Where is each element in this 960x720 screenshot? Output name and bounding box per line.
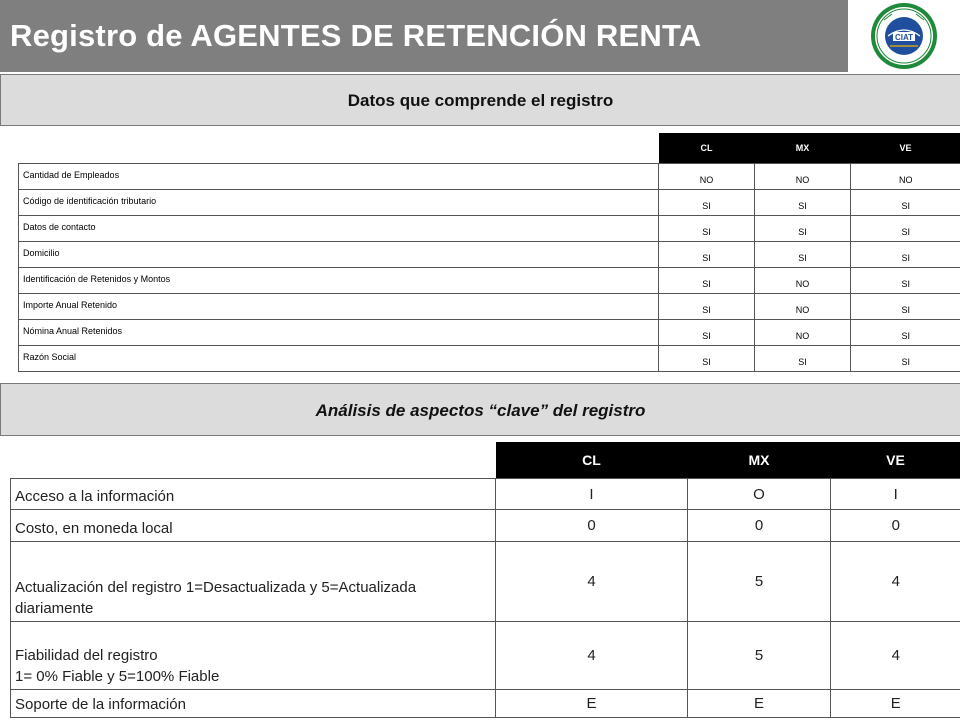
table-row <box>11 690 960 718</box>
cell-ve: I <box>831 479 960 510</box>
cell-cl: SI <box>659 216 755 242</box>
column-header-cl: CL <box>496 442 688 479</box>
datos-registro-table <box>18 133 960 372</box>
column-header-cl: CL <box>659 133 755 164</box>
title-bar <box>0 0 848 72</box>
table-row <box>19 268 960 294</box>
cell-cl: I <box>496 479 688 510</box>
column-header-mx: MX <box>755 133 851 164</box>
cell-mx: 5 <box>688 622 831 690</box>
table-row <box>11 622 960 690</box>
cell-mx: SI <box>755 346 851 372</box>
row-label: Razón Social <box>19 346 659 372</box>
table-row <box>19 242 960 268</box>
cell-mx: O <box>688 479 831 510</box>
cell-cl: SI <box>659 346 755 372</box>
table-row <box>19 294 960 320</box>
table-row <box>11 510 960 542</box>
cell-cl: SI <box>659 320 755 346</box>
table-header-row <box>19 133 960 164</box>
cell-cl: SI <box>659 294 755 320</box>
cell-ve: E <box>831 690 960 718</box>
section-header-analisis: Análisis de aspectos “clave” del registro <box>0 383 960 436</box>
cell-ve: 4 <box>831 542 960 622</box>
cell-ve: SI <box>851 294 960 320</box>
cell-mx: SI <box>755 190 851 216</box>
analisis-table <box>10 442 960 718</box>
cell-ve: 0 <box>831 510 960 542</box>
row-label: Datos de contacto <box>19 216 659 242</box>
logo-area <box>848 0 960 72</box>
table-row <box>19 216 960 242</box>
cell-ve: SI <box>851 216 960 242</box>
row-label-line-2: 1= 0% Fiable y 5=100% Fiable <box>15 668 220 685</box>
section-header-datos: Datos que comprende el registro <box>0 74 960 126</box>
row-label: Importe Anual Retenido <box>19 294 659 320</box>
cell-mx: NO <box>755 164 851 190</box>
cell-mx: NO <box>755 320 851 346</box>
row-label: Código de identificación tributario <box>19 190 659 216</box>
table-row <box>11 542 960 622</box>
cell-mx: E <box>688 690 831 718</box>
row-label-line-1: Fiabilidad del registro <box>15 647 158 664</box>
cell-cl: SI <box>659 190 755 216</box>
cell-ve: SI <box>851 320 960 346</box>
row-label <box>11 622 496 690</box>
cell-mx: NO <box>755 268 851 294</box>
cell-mx: NO <box>755 294 851 320</box>
cell-cl: SI <box>659 242 755 268</box>
row-label: Identificación de Retenidos y Montos <box>19 268 659 294</box>
row-label: Cantidad de Empleados <box>19 164 659 190</box>
cell-cl: 4 <box>496 622 688 690</box>
column-header-ve: VE <box>831 442 960 479</box>
page-title: Registro de AGENTES DE RETENCIÓN RENTA <box>10 18 702 53</box>
table-row <box>19 320 960 346</box>
row-label: Actualización del registro 1=Desactualizada y 5=Actualizada diariamente <box>11 542 496 622</box>
cell-cl: NO <box>659 164 755 190</box>
cell-ve: 4 <box>831 622 960 690</box>
cell-mx: 0 <box>688 510 831 542</box>
cell-mx: SI <box>755 242 851 268</box>
column-header-mx: MX <box>688 442 831 479</box>
cell-cl: 0 <box>496 510 688 542</box>
cell-ve: SI <box>851 268 960 294</box>
row-label: Soporte de la información <box>11 690 496 718</box>
ciat-logo <box>862 0 946 72</box>
cell-ve: NO <box>851 164 960 190</box>
cell-mx: SI <box>755 216 851 242</box>
table-row <box>19 346 960 372</box>
column-header-ve: VE <box>851 133 960 164</box>
cell-ve: SI <box>851 242 960 268</box>
row-label: Acceso a la información <box>11 479 496 510</box>
cell-mx: 5 <box>688 542 831 622</box>
row-label: Nómina Anual Retenidos <box>19 320 659 346</box>
table-row <box>19 190 960 216</box>
row-label: Costo, en moneda local <box>11 510 496 542</box>
row-label: Domicilio <box>19 242 659 268</box>
cell-ve: SI <box>851 346 960 372</box>
cell-ve: SI <box>851 190 960 216</box>
table-row <box>19 164 960 190</box>
table-row <box>11 479 960 510</box>
logo-text: CIAT <box>894 33 914 42</box>
cell-cl: SI <box>659 268 755 294</box>
table-header-row <box>11 442 960 479</box>
cell-cl: 4 <box>496 542 688 622</box>
cell-cl: E <box>496 690 688 718</box>
